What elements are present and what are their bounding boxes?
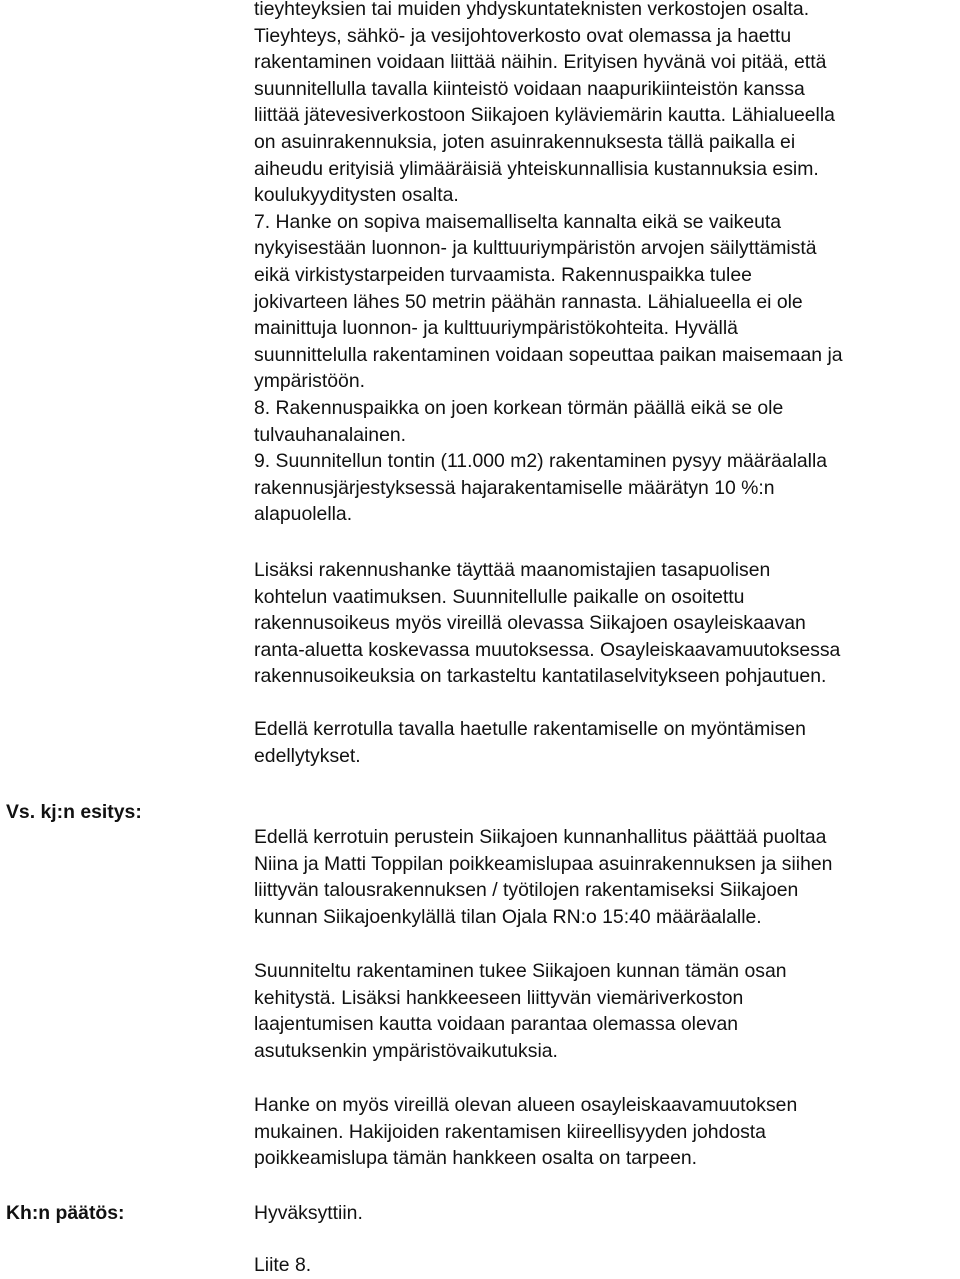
decision-label: Kh:n päätös:	[6, 1202, 125, 1224]
proposal-paragraph-2: Suunniteltu rakentaminen tukee Siikajoen kunnan tämän osan kehitystä. Lisäksi hankkeeseen liittyvän viemäriverkoston laajentumisen kautta voidaan parantaa olemassa olevan asutuksenkin ympäristövaikutuksia.	[254, 960, 787, 1062]
attachment-reference: Liite 8.	[254, 1254, 312, 1276]
proposal-paragraph-1: Edellä kerrotuin perustein Siikajoen kunnanhallitus päättää puoltaa Niina ja Matti Toppilan poikkeamislupaa asuinrakennuksen ja siihen liittyvän talousrakennuksen / työtilojen rakentamiseksi Siikajoen kunnan Siikajoenkylällä tilan Ojala RN:o 15:40 määräalalle.	[254, 826, 833, 928]
conditions-paragraph: Edellä kerrotulla tavalla haetulle rakentamiselle on myöntämisen edellytykset.	[254, 718, 806, 767]
proposal-paragraph-3: Hanke on myös vireillä olevan alueen osayleiskaavamuutoksen mukainen. Hakijoiden rakentamisen kiireellisyyden johdosta poikkeamislupa tämän hankkeen osalta on tarpeen.	[254, 1094, 798, 1170]
proposal-label: Vs. kj:n esitys:	[6, 801, 142, 823]
numbered-criteria-text: tieyhteyksien tai muiden yhdyskuntateknisten verkostojen osalta. Tieyhteys, sähkö- ja vesijohtoverkosto ovat olemassa ja haettu rakentaminen voidaan liittää näihin. Erityisen hyvänä voi pitää, että suunnitellulla tavalla kiinteistö voidaan naapurikiinteistön kanssa liittää jätevesiverkostoon Siikajoen kyläviemärin kautta. Lähialueella on asuinrakennuksia, joten asuinrakennuksesta tällä paikalla ei aiheudu erityisiä ylimääräisiä yhteiskunnallisia kustannuksia esim. koulukyyditysten osalta. 7. Hanke on sopiva maisemalliselta kannalta eikä se vaikeuta nykyisestään luonnon- ja kulttuuriympäristön arvojen säilyttämistä eikä virkistystarpeiden turvaamista. Rakennuspaikka tulee jokivarteen lähes 50 metrin päähän rannasta. Lähialueella ei ole mainittuja luonnon- ja kulttuuriympäristökohteita. Hyvällä suunnittelulla rakentaminen voidaan sopeuttaa paikan maisemaan ja ympäristöön. 8. Rakennuspaikka on joen korkean törmän päällä eikä se ole tulvauhanalainen. 9. Suunnitellun tontin (11.000 m2) rakentaminen pysyy määräalalla rakennusjärjestyksessä hajarakentamiselle määrätyn 10 %:n alapuolella.	[254, 0, 843, 526]
decision-text: Hyväksyttiin.	[254, 1202, 363, 1224]
equal-treatment-paragraph: Lisäksi rakennushanke täyttää maanomistajien tasapuolisen kohtelun vaatimuksen. Suunnitellulle paikalle on osoitettu rakennusoikeus myös vireillä olevassa Siikajoen osayleiskaavan ranta-aluetta koskevassa muutoksessa. Osayleiskaavamuutoksessa rakennusoikeuksia on tarkasteltu kantatilaselvitykseen pohjautuen.	[254, 559, 841, 688]
